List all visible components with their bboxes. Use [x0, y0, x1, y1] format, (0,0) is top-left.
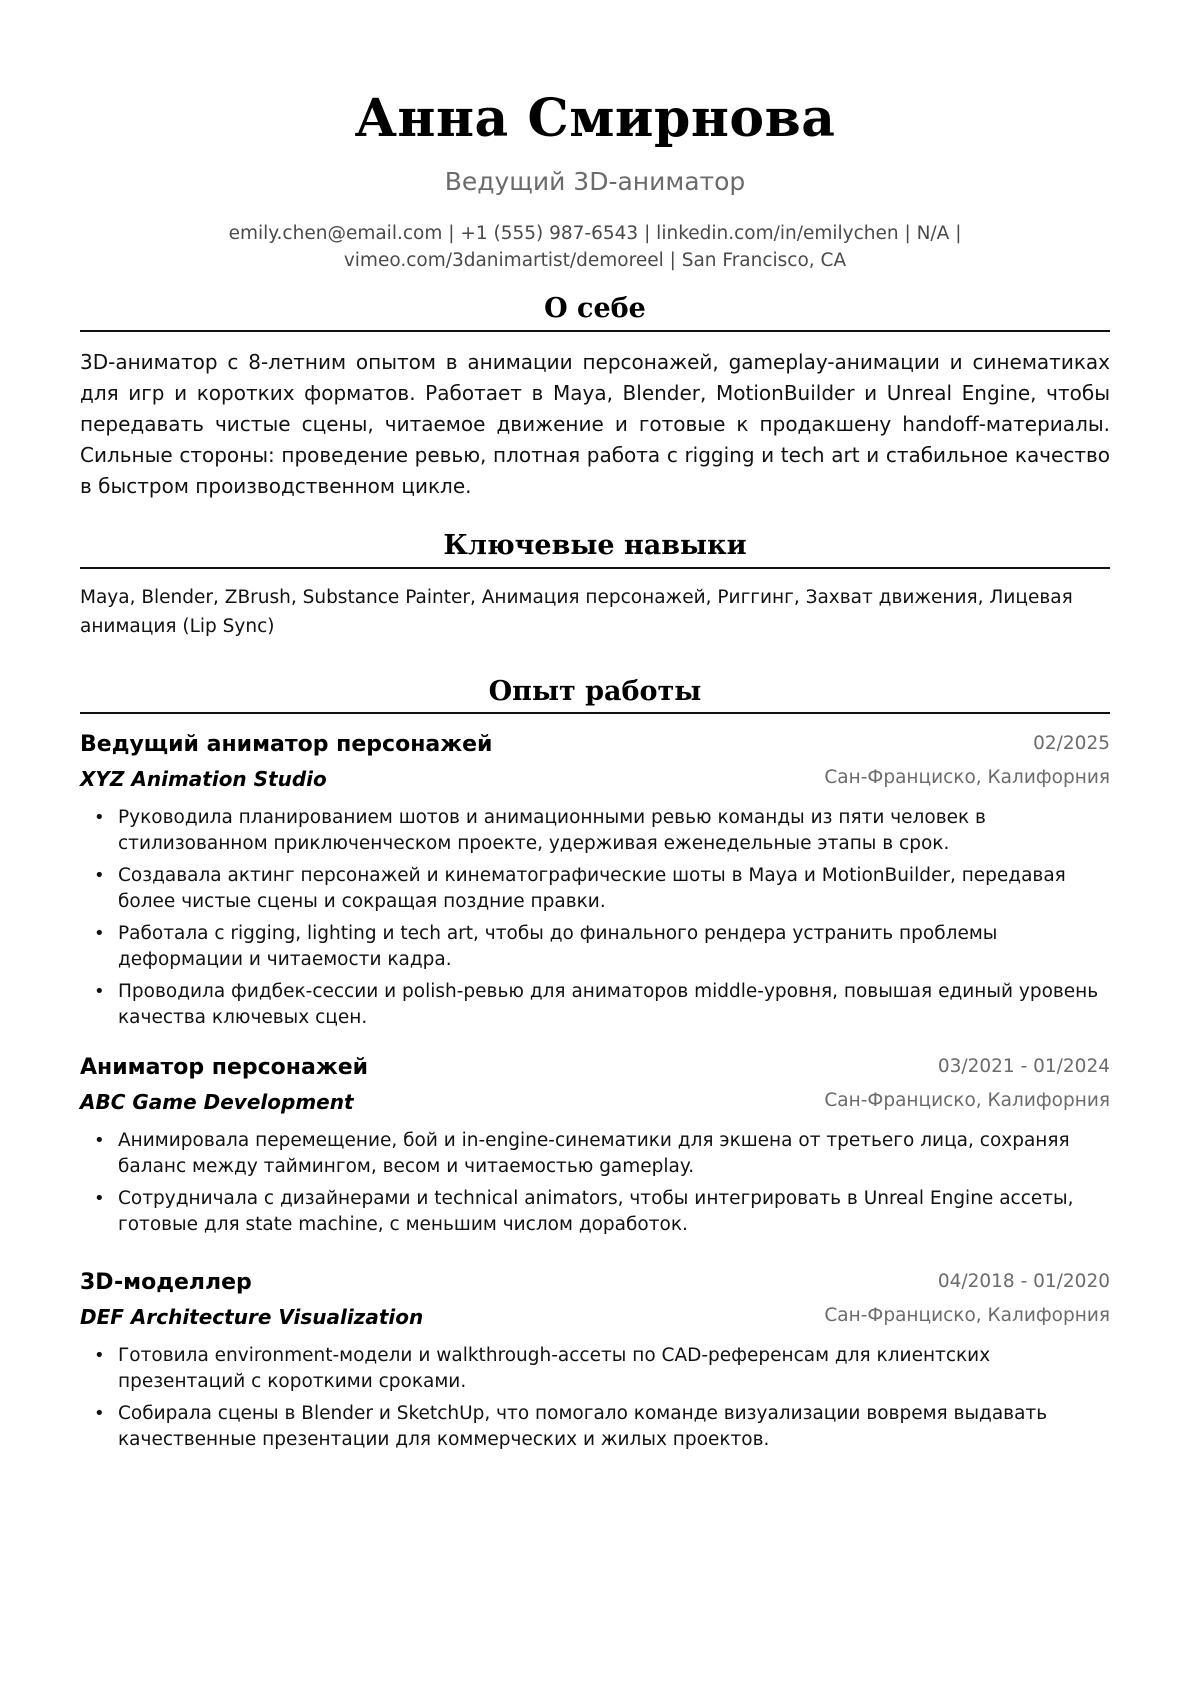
job-entry: [80, 1267, 1110, 1450]
job-subheader: [80, 1086, 1110, 1120]
bullet-item: [80, 1186, 1110, 1238]
bullet-icon: •: [94, 1345, 105, 1366]
bullet-item: [80, 1343, 1110, 1395]
job-entry: [80, 1052, 1110, 1235]
skills-heading: Ключевые навыки: [443, 530, 747, 561]
bullet-text: Сотрудничала с дизайнерами и technical animators, чтобы интегрировать в Unreal Engine ассеты, готовые для state machine, с меньшим числом доработок.: [118, 1188, 1074, 1235]
bullet-item: [80, 1401, 1110, 1453]
bullet-text: Собирала сцены в Blender и SketchUp, что помогало команде визуализации вовремя выдавать качественные презентации для коммерческих и жилых проектов.: [118, 1403, 1048, 1450]
bullet-text: Создавала актинг персонажей и кинематографические шоты в Maya и MotionBuilder, передавая более чистые сцены и сокращая поздние правки.: [118, 865, 1066, 912]
about-text: 3D-аниматор с 8-летним опытом в анимации персонажей, gameplay-анимации и синематиках для игр и коротких форматов. Работает в Maya, Blender, MotionBuilder и Unreal Engine, чтобы передавать чистые сцены, читаемое движение и готовые к продакшену handoff-материалы. Сильные стороны: проведение ревью, плотная работа с rigging и tech art и стабильное качество в быстром производственном цикле.: [80, 350, 1110, 498]
bullet-item: [80, 1128, 1110, 1180]
job-date: 02/2025: [1033, 733, 1110, 754]
skills-divider: [80, 567, 1110, 569]
job-bullets: [80, 1128, 1110, 1244]
job-subheader: [80, 1301, 1110, 1335]
candidate-name: Анна Смирнова: [354, 88, 836, 149]
job-date: 04/2018 - 01/2020: [937, 1271, 1110, 1292]
job-header: [80, 1267, 1110, 1301]
bullet-item: [80, 921, 1110, 973]
job-entry: [80, 729, 1110, 1028]
bullet-icon: •: [94, 1188, 105, 1209]
bullet-icon: •: [94, 923, 105, 944]
job-title: Аниматор персонажей: [80, 1055, 369, 1080]
experience-heading: Опыт работы: [488, 676, 702, 707]
candidate-title: Ведущий 3D-аниматор: [444, 167, 746, 196]
job-location: Сан-Франциско, Калифорния: [824, 1305, 1110, 1326]
job-company: XYZ Animation Studio: [80, 767, 327, 791]
bullet-text: Работала с rigging, lighting и tech art, чтобы до финального рендера устранить проблемы деформации и читаемости кадра.: [118, 923, 998, 970]
bullet-item: [80, 863, 1110, 915]
bullet-item: [80, 979, 1110, 1031]
skills-text: Maya, Blender, ZBrush, Substance Painter, Анимация персонажей, Риггинг, Захват движения, Лицевая анимация (Lip Sync): [80, 587, 1073, 637]
bullet-text: Руководила планированием шотов и анимационными ревью команды из пяти человек в стилизованном приключенческом проекте, удерживая еженедельные этапы в срок.: [118, 807, 986, 854]
job-title: Ведущий аниматор персонажей: [80, 732, 493, 757]
contact-info: [80, 220, 1110, 274]
bullet-icon: •: [94, 1403, 105, 1424]
job-bullets: [80, 805, 1110, 1037]
job-company: ABC Game Development: [80, 1090, 354, 1114]
bullet-text: Анимировала перемещение, бой и in-engine-синематики для экшена от третьего лица, сохраняя баланс между таймингом, весом и читаемостью gameplay.: [118, 1130, 1070, 1177]
bullet-icon: •: [94, 865, 105, 886]
about-heading: О себе: [544, 293, 646, 324]
bullet-item: [80, 805, 1110, 857]
about-divider: [80, 330, 1110, 332]
job-date: 03/2021 - 01/2024: [937, 1056, 1110, 1077]
job-title: 3D-моделлер: [80, 1270, 252, 1295]
job-bullets: [80, 1343, 1110, 1459]
job-header: [80, 1052, 1110, 1086]
experience-divider: [80, 712, 1110, 714]
contact-line-1: emily.chen@email.com | +1 (555) 987-6543 | linkedin.com/in/emilychen | N/A |: [228, 223, 962, 244]
job-subheader: [80, 763, 1110, 797]
bullet-text: Проводила фидбек-сессии и polish-ревью для аниматоров middle-уровня, повышая единый уровень качества ключевых сцен.: [118, 981, 1099, 1028]
job-header: [80, 729, 1110, 763]
bullet-icon: •: [94, 807, 105, 828]
bullet-icon: •: [94, 981, 105, 1002]
job-company: DEF Architecture Visualization: [80, 1305, 424, 1329]
contact-line-2: vimeo.com/3danimartist/demoreel | San Francisco, CA: [343, 250, 847, 271]
job-location: Сан-Франциско, Калифорния: [824, 1090, 1110, 1111]
job-location: Сан-Франциско, Калифорния: [824, 767, 1110, 788]
bullet-icon: •: [94, 1130, 105, 1151]
bullet-text: Готовила environment-модели и walkthrough-ассеты по CAD-референсам для клиентских презентаций с короткими сроками.: [118, 1345, 991, 1392]
